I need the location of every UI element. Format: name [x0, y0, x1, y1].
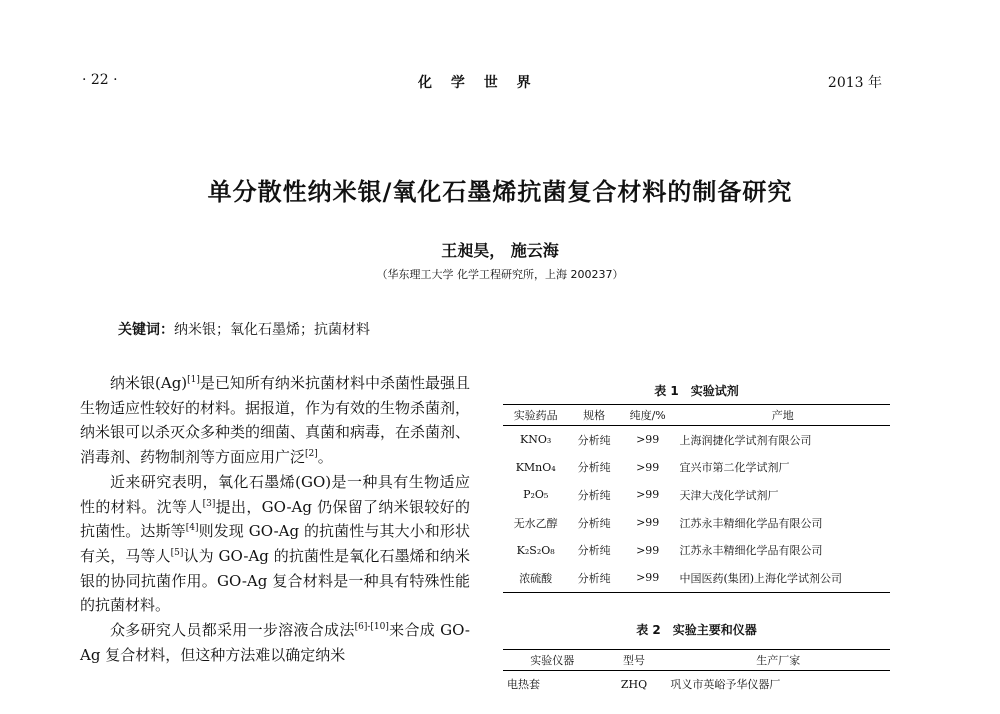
- page-number: · 22 ·: [82, 72, 118, 88]
- table-header: 生产厂家: [666, 650, 890, 671]
- citation[interactable]: [6]-[10]: [354, 622, 389, 633]
- body-text: [80, 371, 470, 667]
- publication-year: 2013 年: [827, 75, 882, 91]
- affiliation: （华东理工大学 化学工程研究所，上海 200237）: [376, 268, 624, 281]
- citation[interactable]: [1]: [187, 375, 200, 385]
- table-header: 型号: [602, 650, 667, 671]
- paragraph-1: 纳米银(Ag)[1]是已知所有纳米抗菌材料中杀菌性最强且生物适应性较好的材料。据报道，作为有效的生物杀菌剂，纳米银可以杀灭众多种类的细菌、真菌和病毒，在杀菌剂、消毒剂、药物制剂等方面应用广泛[2]。: [80, 374, 471, 467]
- reagents-table: [503, 404, 890, 593]
- citation[interactable]: [4]: [185, 523, 199, 534]
- table2-caption: 表 2 实验主要和仪器: [636, 623, 757, 637]
- table-row: K₂S₂O₈ 分析纯 >99 江苏永丰精细化学品有限公司: [516, 543, 823, 558]
- paper-title: 单分散性纳米银/氧化石墨烯抗菌复合材料的制备研究: [207, 178, 793, 206]
- table-row: 电热套 ZHQ 巩义市英峪予华仪器厂: [507, 677, 781, 691]
- table-header: 实验药品: [503, 405, 568, 426]
- paragraph-2: 近来研究表明，氧化石墨烯(GO)是一种具有生物适应性的材料。沈等人[3]提出，GO-Ag 仍保留了纳米银较好的抗菌性。达斯等[4]则发现 GO-Ag 的抗菌性与其大小和形状有关，马等人[5]认为 GO-Ag 的抗菌性是氧化石墨烯和纳米银的协同抗菌作用。GO-Ag 复合材料是一种具有特殊性能的抗菌材料。: [80, 472, 470, 615]
- table-header: 产地: [675, 405, 890, 426]
- authors: 王昶昊， 施云海: [441, 241, 559, 260]
- keywords: [118, 319, 370, 339]
- paragraph-3: 众多研究人员都采用一步溶液合成法[6]-[10]来合成 GO-Ag 复合材料，但这种方法难以确定纳米: [80, 621, 470, 664]
- citation[interactable]: [5]: [170, 547, 184, 558]
- table-row: KNO₃ 分析纯 >99 上海润捷化学试剂有限公司: [520, 433, 812, 447]
- citation[interactable]: [2]: [305, 449, 318, 460]
- citation[interactable]: [3]: [202, 498, 216, 509]
- table-row: 浓硫酸 分析纯 >99 中国医药(集团)上海化学试剂公司: [519, 571, 843, 585]
- table-header: 实验仪器: [503, 650, 602, 671]
- keywords-label: 关键词：: [118, 322, 174, 338]
- table-header: 规格: [568, 405, 620, 426]
- table-row: 无水乙醇 分析纯 >99 江苏永丰精细化学品有限公司: [513, 516, 823, 530]
- table-row: KMnO₄ 分析纯 >99 宜兴市第二化学试剂厂: [515, 460, 790, 475]
- table-header: 纯度/%: [620, 405, 676, 426]
- table-row: P₂O₅ 分析纯 >99 天津大茂化学试剂厂: [523, 488, 779, 502]
- table1-caption: 表 1 实验试剂: [654, 384, 739, 398]
- journal-name: 化 学 世 界: [418, 75, 531, 91]
- instruments-table: [503, 649, 890, 697]
- keywords-value: 纳米银；氧化石墨烯；抗菌材料: [174, 322, 370, 338]
